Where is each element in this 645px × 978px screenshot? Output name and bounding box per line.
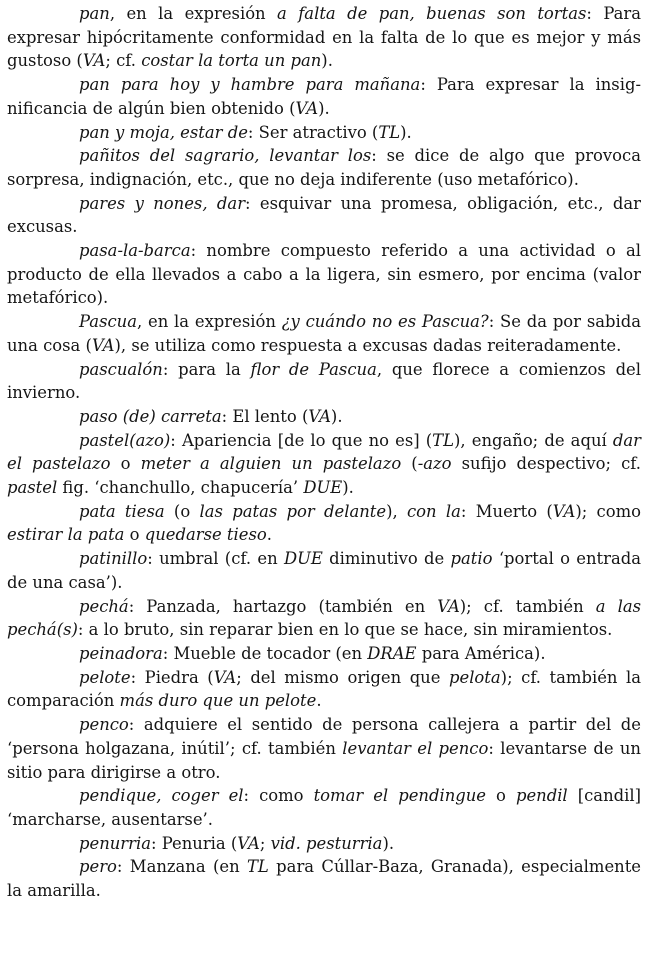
dictionary-entry: pascualón: para la flor de Pascua, que florece a comienzos del invierno. xyxy=(7,359,642,403)
dictionary-entry: pares y nones, dar: esquivar una promesa, obligación, etc., dar excusas. xyxy=(7,193,641,237)
dictionary-entry: pechá: Panzada, hartazgo (también en VA); cf. también a las pechá(s): a lo bruto, sin reparar bien en lo que se hace, sin miramientos. xyxy=(7,596,641,640)
dictionary-entry: pelote: Piedra (VA; del mismo origen que pelota); cf. también la comparación más duro que un pelote. xyxy=(7,667,642,711)
dictionary-entry: paso (de) carreta: El lento (VA). xyxy=(79,406,343,426)
dictionary-entry: penurria: Penuria (VA; vid. pesturria). xyxy=(79,833,395,853)
dictionary-entry: peinadora: Mueble de tocador (en DRAE para América). xyxy=(79,643,546,663)
dictionary-entry: pata tiesa (o las patas por delante), con la: Muerto (VA); como estirar la pata o quedarse tieso. xyxy=(7,501,641,545)
dictionary-entry: pastel(azo): Apariencia [de lo que no es] (TL), engaño; de aquí dar el pastelazo o meter a alguien un pastelazo (-azo sufijo despectivo; cf. pastel fig. ‘chanchullo, chapucería’ DUE). xyxy=(7,430,641,498)
dictionary-entry: pan y moja, estar de: Ser atractivo (TL). xyxy=(79,122,412,142)
dictionary-page xyxy=(7,2,641,903)
dictionary-entry: pan para hoy y hambre para mañana: Para expresar la insignificancia de algún bien obtenido (VA). xyxy=(7,75,642,118)
dictionary-entry: pero: Manzana (en TL para Cúllar-Baza, Granada), especialmente la amarilla. xyxy=(7,857,641,901)
dictionary-entry: patinillo: umbral (cf. en DUE diminutivo de patio ‘portal o entrada de una casa’). xyxy=(7,549,641,592)
dictionary-entry: pan, en la expresión a falta de pan, buenas son tortas: Para expresar hipócritamente conformidad en la falta de lo que es mejor y más gustoso (VA; cf. costar la torta un pan). xyxy=(7,4,642,71)
dictionary-entry: pañitos del sagrario, levantar los: se dice de algo que provoca sorpresa, indignación, etc., que no deja indiferente (uso metafórico). xyxy=(7,146,641,189)
dictionary-entry: pendique, coger el: como tomar el pendingue o pendil [candil] ‘marcharse, ausentarse’. xyxy=(7,786,641,829)
dictionary-entry: Pascua, en la expresión ¿y cuándo no es Pascua?: Se da por sabida una cosa (VA), se utiliza como respuesta a excusas dadas reiteradamente. xyxy=(7,312,641,355)
dictionary-entry: pasa-la-barca: nombre compuesto referido a una actividad o al producto de ella llevados a cabo a la ligera, sin esmero, por encima (valor metafórico). xyxy=(7,241,641,308)
dictionary-entry: penco: adquiere el sentido de persona callejera a partir del de ‘persona holgazana, inútil’; cf. también levantar el penco: levantarse de un sitio para dirigirse a otro. xyxy=(7,715,641,782)
